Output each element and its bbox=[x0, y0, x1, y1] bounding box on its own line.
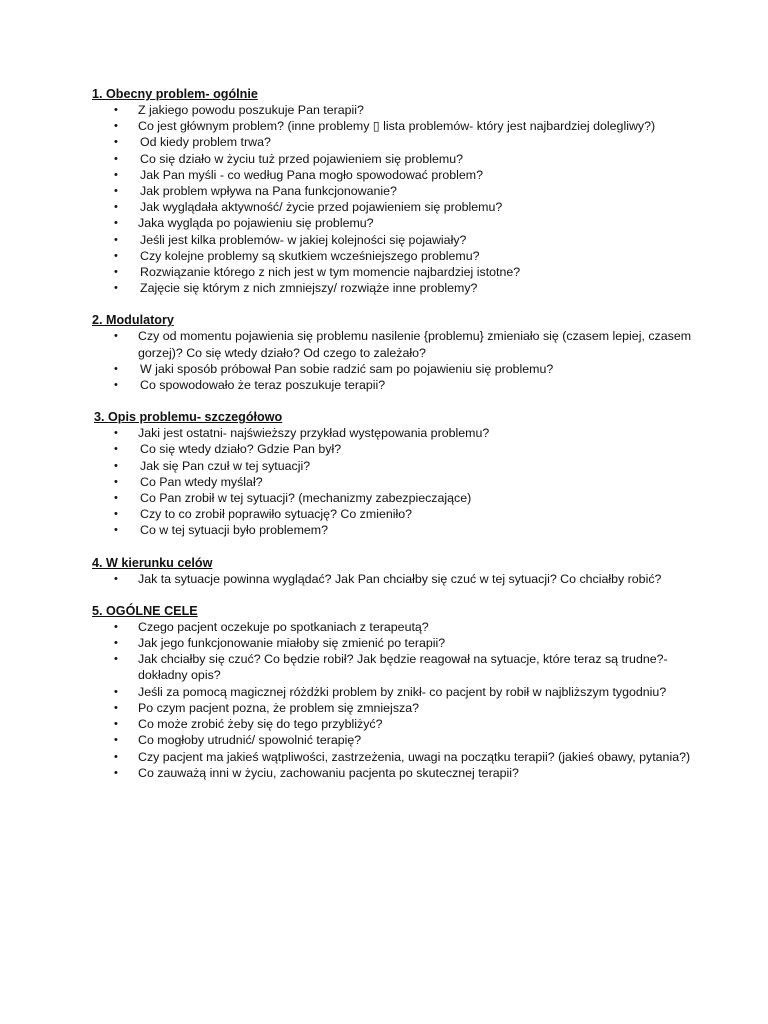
list-item: • Czy to co zrobił poprawiło sytuację? Co zmieniło? bbox=[92, 506, 708, 522]
list-item: • Jaki jest ostatni- najświeższy przykład występowania problemu? bbox=[92, 425, 708, 441]
question-list bbox=[92, 328, 708, 393]
section-title: 1. Obecny problem- ogólnie bbox=[92, 87, 258, 101]
list-item: • Co może zrobić żeby się do tego przybliżyć? bbox=[92, 716, 708, 732]
list-item: • Jak się Pan czuł w tej sytuacji? bbox=[92, 458, 708, 474]
section-current-problem bbox=[92, 86, 708, 296]
list-item: • Czego pacjent oczekuje po spotkaniach z terapeutą? bbox=[92, 619, 708, 635]
list-item: • Jak Pan myśli - co według Pana mogło spowodować problem? bbox=[92, 167, 708, 183]
question-list bbox=[92, 102, 708, 296]
list-item: • W jaki sposób próbował Pan sobie radzić sam po pojawieniu się problemu? bbox=[92, 361, 708, 377]
list-item: • Czy od momentu pojawienia się problemu nasilenie {problemu} zmieniało się (czasem lepiej, czasem gorzej)? Co się wtedy działo? Od czego to zależało? bbox=[92, 328, 708, 360]
question-list bbox=[92, 571, 708, 587]
list-item: • Co jest głównym problem? (inne problemy ▯ lista problemów- który jest najbardziej dolegliwy?) bbox=[92, 118, 708, 134]
list-item: • Z jakiego powodu poszukuje Pan terapii? bbox=[92, 102, 708, 118]
list-item: • Co zauważą inni w życiu, zachowaniu pacjenta po skutecznej terapii? bbox=[92, 765, 708, 781]
section-title: 3. Opis problemu- szczegółowo bbox=[94, 410, 283, 425]
list-item: • Co się działo w życiu tuż przed pojawieniem się problemu? bbox=[92, 151, 708, 167]
section-general-goals bbox=[92, 603, 708, 781]
list-item: • Co Pan wtedy myślał? bbox=[92, 474, 708, 490]
list-item: • Czy kolejne problemy są skutkiem wcześniejszego problemu? bbox=[92, 248, 708, 264]
list-item: • Jak chciałby się czuć? Co będzie robił? Jak będzie reagował na sytuacje, które teraz są trudne?- dokładny opis? bbox=[92, 651, 708, 683]
list-item: • Jak wyglądała aktywność/ życie przed pojawieniem się problemu? bbox=[92, 199, 708, 215]
list-item: • Co mogłoby utrudnić/ spowolnić terapię? bbox=[92, 732, 708, 748]
section-problem-description bbox=[92, 409, 708, 538]
list-item: • Rozwiązanie którego z nich jest w tym momencie najbardziej istotne? bbox=[92, 264, 708, 280]
list-item: • Po czym pacjent pozna, że problem się zmniejsza? bbox=[92, 700, 708, 716]
list-item: • Czy pacjent ma jakieś wątpliwości, zastrzeżenia, uwagi na początku terapii? (jakieś obawy, pytania?) bbox=[92, 749, 708, 765]
list-item: • Jaka wygląda po pojawieniu się problemu? bbox=[92, 215, 708, 231]
section-title: 2. Modulatory bbox=[92, 313, 174, 328]
section-title: 5. OGÓLNE CELE bbox=[92, 603, 198, 618]
section-towards-goals bbox=[92, 555, 708, 587]
list-item: • Co w tej sytuacji było problemem? bbox=[92, 522, 708, 538]
section-title: 4. W kierunku celów bbox=[92, 555, 213, 570]
list-item: • Jak ta sytuacje powinna wyglądać? Jak Pan chciałby się czuć w tej sytuacji? Co chciałby robić? bbox=[92, 571, 708, 587]
list-item: • Zajęcie się którym z nich zmniejszy/ rozwiąże inne problemy? bbox=[92, 280, 708, 296]
list-item: • Co spowodowało że teraz poszukuje terapii? bbox=[92, 377, 708, 393]
list-item: • Jeśli za pomocą magicznej różdżki problem by znikł- co pacjent by robił w najbliższym tygodniu? bbox=[92, 684, 708, 700]
list-item: • Co się wtedy działo? Gdzie Pan był? bbox=[92, 441, 708, 457]
section-modulators bbox=[92, 312, 708, 393]
question-list bbox=[92, 425, 708, 538]
question-list bbox=[92, 619, 708, 781]
list-item: • Jak jego funkcjonowanie miałoby się zmienić po terapii? bbox=[92, 635, 708, 651]
list-item: • Od kiedy problem trwa? bbox=[92, 134, 708, 150]
list-item: • Jeśli jest kilka problemów- w jakiej kolejności się pojawiały? bbox=[92, 232, 708, 248]
list-item: • Co Pan zrobił w tej sytuacji? (mechanizmy zabezpieczające) bbox=[92, 490, 708, 506]
list-item: • Jak problem wpływa na Pana funkcjonowanie? bbox=[92, 183, 708, 199]
